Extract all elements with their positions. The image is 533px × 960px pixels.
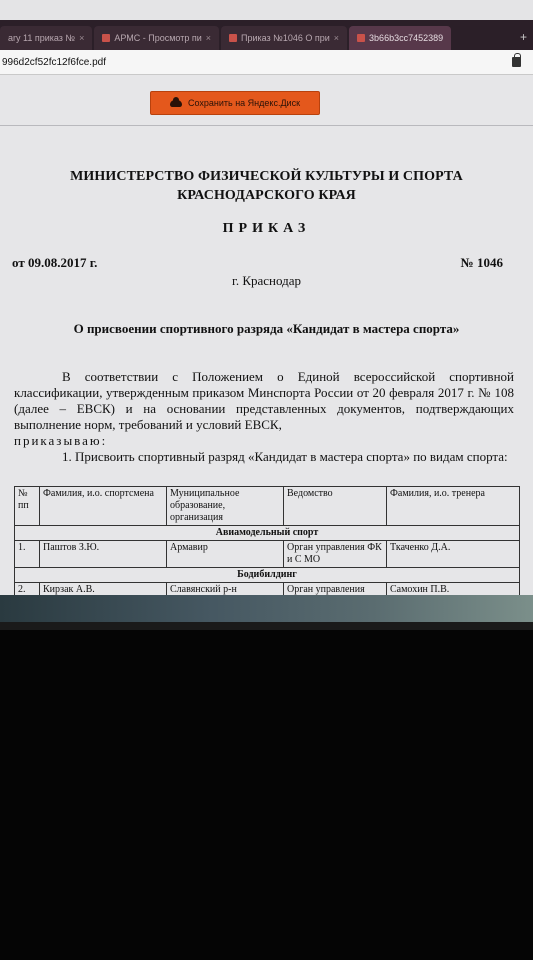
- pdf-viewer: [0, 75, 533, 595]
- browser-tab[interactable]: [221, 26, 347, 50]
- column-header: Муниципальное образование, организация: [167, 487, 284, 526]
- save-button-label: Сохранить на Яндекс.Диск: [187, 98, 301, 108]
- page-favicon-icon: [102, 34, 110, 42]
- athletes-table: [14, 486, 520, 598]
- table-cell: Славянский р-н: [167, 583, 284, 598]
- table-cell: Ткаченко Д.А.: [387, 541, 520, 568]
- address-bar[interactable]: [0, 50, 533, 75]
- table-header-row: [15, 487, 520, 526]
- order-title: ПРИКАЗ: [222, 221, 311, 236]
- column-header: № пп: [15, 487, 40, 526]
- browser-tab[interactable]: [0, 26, 92, 50]
- ministry-line: КРАСНОДАРСКОГО КРАЯ: [177, 188, 356, 203]
- table-cell: Орган управления ФК и С МО: [284, 541, 387, 568]
- order-number: № 1046: [460, 255, 503, 270]
- url-text[interactable]: 996d2cf52fc12f6fce.pdf: [2, 56, 106, 68]
- browser-tab[interactable]: [94, 26, 219, 50]
- table-cell: Орган управления: [284, 583, 387, 598]
- table-cell: Армавир: [167, 541, 284, 568]
- table-cell: 1.: [15, 541, 40, 568]
- new-tab-button[interactable]: +: [519, 30, 527, 44]
- tab-title: АРМС - Просмотр пи: [114, 33, 202, 43]
- tab-title: 3b66b3cc7452389: [369, 33, 444, 43]
- sport-group-title: Авиамодельный спорт: [15, 526, 520, 541]
- table-cell: 2.: [15, 583, 40, 598]
- order-body: [14, 369, 514, 465]
- order-item-1: 1. Присвоить спортивный разряд «Кандидат в мастера спорта» по видам спорта:: [62, 449, 508, 464]
- browser-tab-active[interactable]: [349, 26, 451, 50]
- close-icon[interactable]: ×: [79, 33, 85, 43]
- pdf-icon: [357, 34, 365, 42]
- ministry-line: МИНИСТЕРСТВО ФИЗИЧЕСКОЙ КУЛЬТУРЫ И СПОРТА: [70, 169, 463, 184]
- taskbar-edge: [0, 595, 533, 630]
- table-row: [15, 541, 520, 568]
- order-subject: О присвоении спортивного разряда «Кандидат в мастера спорта»: [73, 321, 460, 336]
- table-cell: Кирзак А.В.: [40, 583, 167, 598]
- table-cell: Паштов З.Ю.: [40, 541, 167, 568]
- close-icon[interactable]: ×: [205, 33, 212, 43]
- table-group-row: [15, 568, 520, 583]
- column-header: Фамилия, и.о. спортсмена: [40, 487, 167, 526]
- lock-icon[interactable]: [512, 57, 521, 67]
- tab-title: ary 11 приказ №: [8, 33, 76, 43]
- column-header: Ведомство: [284, 487, 387, 526]
- pdf-page: [0, 75, 533, 595]
- preamble-paragraph: В соответствии с Положением о Единой всероссийской спортивной классификации, утвержденным приказом Минспорта России от 20 февраля 2017 г. № 108 (далее – ЕВСК) и на основании представленных документов, подтверждающих выполнение норм, требований и условий ЕВСК, приказываю:: [14, 369, 514, 448]
- close-icon[interactable]: ×: [333, 33, 340, 43]
- sport-group-title: Бодибилдинг: [15, 568, 520, 583]
- browser-tab-bar: [0, 20, 533, 50]
- order-date: от 09.08.2017 г.: [12, 255, 98, 270]
- column-header: Фамилия, и.о. тренера: [387, 487, 520, 526]
- page-favicon-icon: [229, 34, 237, 42]
- table-cell: Самохин П.В.: [387, 583, 520, 598]
- table-group-row: [15, 526, 520, 541]
- order-word: приказываю:: [14, 433, 108, 448]
- order-city: г. Краснодар: [231, 273, 302, 288]
- tab-title: Приказ №1046 О при: [241, 33, 330, 43]
- ministry-heading: [0, 167, 533, 205]
